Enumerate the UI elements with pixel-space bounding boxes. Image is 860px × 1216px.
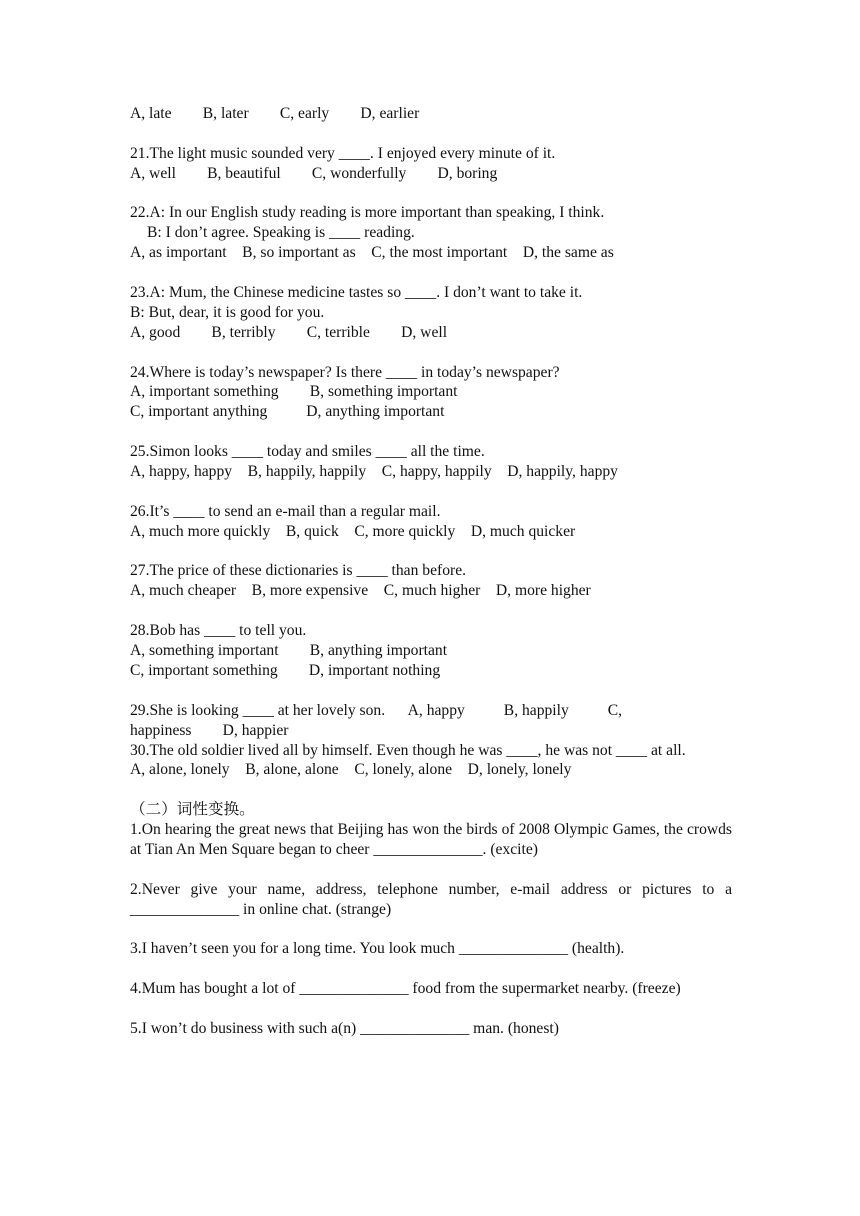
document-page	[130, 104, 732, 1039]
q25-options: A, happy, happy B, happily, happily C, happy, happily D, happily, happy	[130, 463, 618, 481]
q29-options-cont: happiness D, happier	[130, 721, 289, 739]
q28-options-cd: C, important something D, important nothing	[130, 661, 441, 679]
q26-text: 26.It’s ____ to send an e-mail than a regular mail.	[130, 502, 441, 520]
q24-text: 24.Where is today’s newspaper? Is there ____ in today’s newspaper?	[130, 363, 560, 381]
q25-text: 25.Simon looks ____ today and smiles ____ all the time.	[130, 443, 485, 461]
q21-text: 21.The light music sounded very ____. I enjoyed every minute of it.	[130, 144, 556, 162]
q27-options: A, much cheaper B, more expensive C, much higher D, more higher	[130, 582, 591, 600]
word-form-q2: 2.Never give your name, address, telephone number, e-mail address or pictures to a ______________ in online chat. (strange)	[130, 880, 732, 918]
q22-options: A, as important B, so important as C, the most important D, the same as	[130, 244, 614, 262]
q28-options-ab: A, something important B, anything important	[130, 642, 448, 660]
q23-options: A, good B, terribly C, terrible D, well	[130, 323, 448, 341]
q27-text: 27.The price of these dictionaries is ____ than before.	[130, 562, 467, 580]
word-form-q4: 4.Mum has bought a lot of ______________ food from the supermarket nearby. (freeze)	[130, 980, 681, 998]
word-form-q1: 1.On hearing the great news that Beijing has won the birds of 2008 Olympic Games, the crowds at Tian An Men Square began to cheer ______________. (excite)	[130, 821, 732, 858]
section-2-heading: （二）词性变换。	[130, 801, 255, 819]
q28-text: 28.Bob has ____ to tell you.	[130, 622, 307, 640]
q26-options: A, much more quickly B, quick C, more quickly D, much quicker	[130, 522, 576, 540]
q22-text: 22.A: In our English study reading is more important than speaking, I think.	[130, 204, 605, 222]
q24-options-cd: C, important anything D, anything important	[130, 403, 445, 421]
q20-options: A, late B, later C, early D, earlier	[130, 105, 420, 122]
q30-text: 30.The old soldier lived all by himself. Even though he was ____, he was not ____ at all.	[130, 741, 686, 759]
q22-dialog-b: B: I don’t agree. Speaking is ____ reading.	[147, 224, 415, 242]
q23-dialog-b: B: But, dear, it is good for you.	[130, 303, 325, 321]
q23-text: 23.A: Mum, the Chinese medicine tastes so ____. I don’t want to take it.	[130, 284, 583, 302]
q24-options-ab: A, important something B, something important	[130, 383, 458, 401]
word-form-q5: 5.I won’t do business with such a(n) ______________ man. (honest)	[130, 1020, 559, 1038]
q30-options: A, alone, lonely B, alone, alone C, lonely, alone D, lonely, lonely	[130, 761, 572, 779]
q21-options: A, well B, beautiful C, wonderfully D, boring	[130, 164, 498, 182]
word-form-q3: 3.I haven’t seen you for a long time. You look much ______________ (health).	[130, 940, 625, 958]
q29-text: 29.She is looking ____ at her lovely son. A, happy B, happily C,	[130, 701, 623, 719]
